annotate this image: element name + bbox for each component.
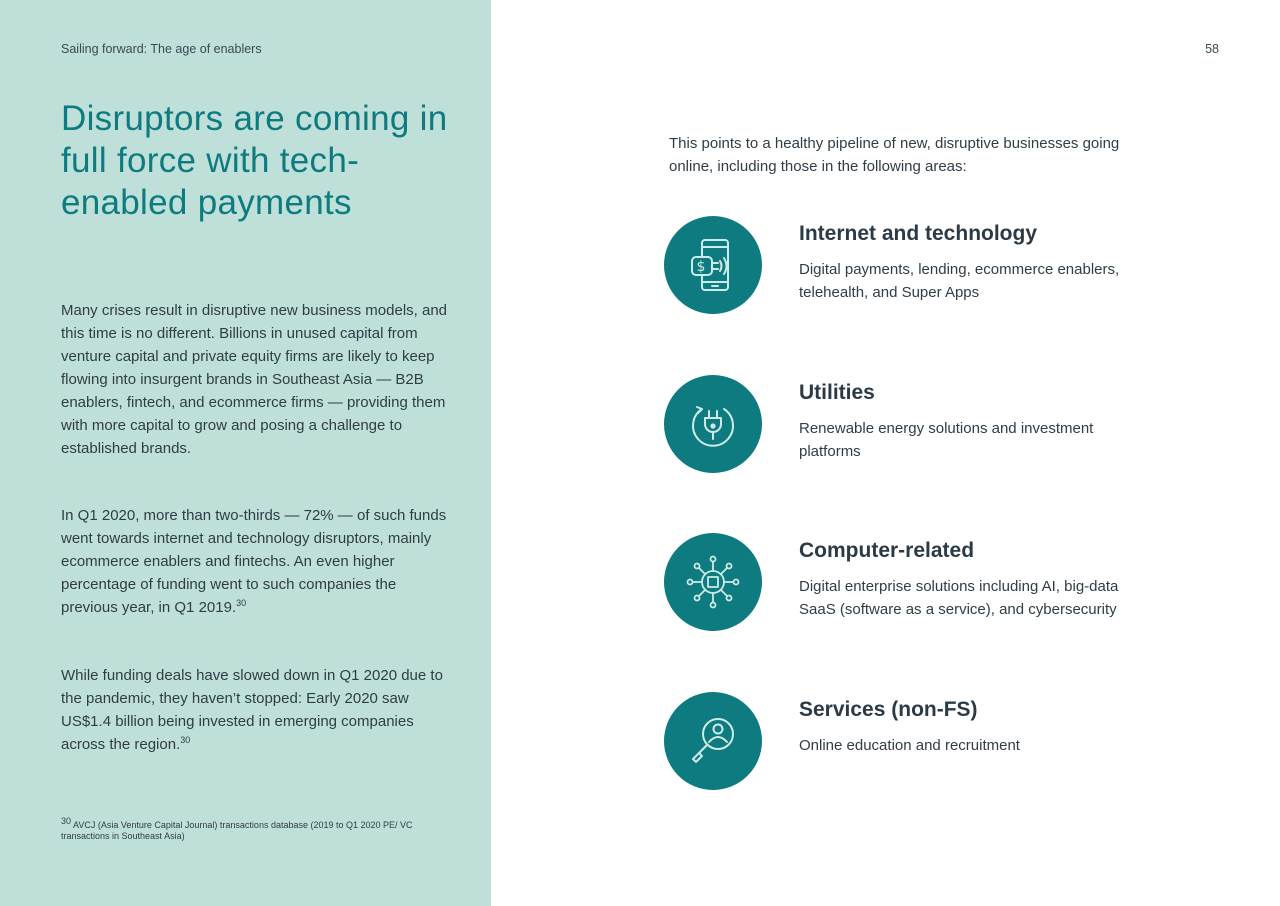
- icon-circle: [664, 375, 762, 473]
- area-description: Online education and recruitment: [799, 737, 1020, 754]
- intro-paragraph: This points to a healthy pipeline of new, disruptive businesses going online, including those in the following areas:: [669, 135, 1120, 175]
- person-search-icon: [686, 714, 740, 768]
- page-number: 58: [1205, 42, 1219, 56]
- area-description: Renewable energy solutions and investment platforms: [799, 420, 1094, 460]
- footnote-reference: 30: [180, 735, 191, 745]
- area-description: Digital enterprise solutions including AI, big-data SaaS (software as a service), and cybersecurity: [799, 578, 1119, 618]
- plug-icon: [688, 399, 738, 449]
- area-title: Utilities: [799, 381, 875, 404]
- svg-text:$: $: [696, 259, 706, 275]
- footnote-reference: 30: [236, 598, 247, 608]
- icon-circle: [664, 216, 762, 314]
- body-paragraph-2: [61, 504, 451, 619]
- area-computer-related: [664, 533, 1184, 633]
- area-title: Computer-related: [799, 539, 975, 562]
- area-title: Services (non-FS): [799, 698, 978, 721]
- icon-circle: [664, 533, 762, 631]
- page-title: Disruptors are coming in full force with tech-enabled payments: [61, 99, 448, 222]
- footnote: [61, 816, 451, 842]
- body-paragraph-3: [61, 664, 451, 756]
- icon-circle: [664, 692, 762, 790]
- left-panel: [0, 0, 491, 906]
- area-title: Internet and technology: [799, 222, 1038, 245]
- paragraph-3-text: While funding deals have slowed down in Q1 2020 due to the pandemic, they haven’t stopped: Early 2020 saw US$1.4 billion being invested in emerging companies across the region.: [61, 667, 443, 753]
- running-head: Sailing forward: The age of enablers: [61, 42, 262, 56]
- mobile-payment-icon: [688, 237, 738, 293]
- area-internet-technology: [664, 216, 1184, 316]
- footnote-text: AVCJ (Asia Venture Capital Journal) transactions database (2019 to Q1 2020 PE/ VC transactions in Southeast Asia): [61, 820, 413, 841]
- area-description: Digital payments, lending, ecommerce enablers, telehealth, and Super Apps: [799, 261, 1120, 301]
- paragraph-2-text: In Q1 2020, more than two-thirds — 72% — of such funds went towards internet and technology disruptors, mainly ecommerce enablers and fintechs. An even higher percentage of funding went to such companies the previous year, in Q1 2019.: [61, 507, 447, 616]
- body-paragraph-1: [61, 299, 451, 460]
- paragraph-1-text: Many crises result in disruptive new business models, and this time is no different. Billions in unused capital from venture capital and private equity firms are likely to keep flowing into insurgent brands in Southeast Asia — B2B enablers, fintech, and ecommerce firms — providing them with more capital to grow and posing a challenge to established brands.: [61, 302, 448, 457]
- footnote-number: 30: [61, 816, 72, 826]
- chip-network-icon: [686, 555, 740, 609]
- area-services: [664, 692, 1184, 792]
- area-utilities: [664, 375, 1184, 475]
